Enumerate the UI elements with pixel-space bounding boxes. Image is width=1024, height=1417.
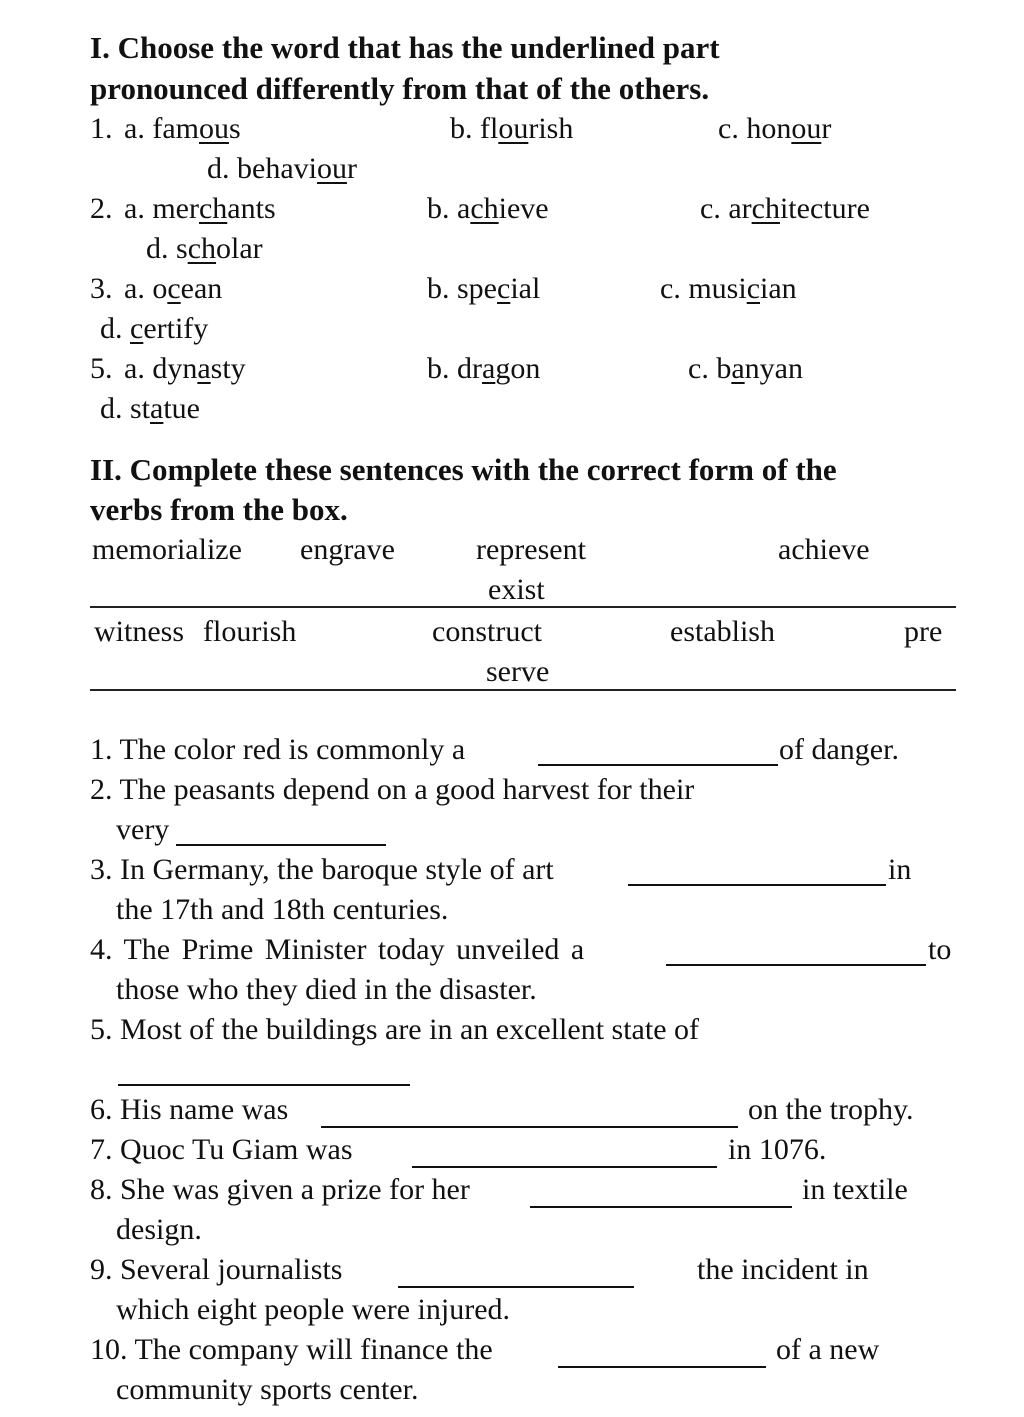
sentence-10: 10. The company will finance the — [90, 1333, 493, 1366]
box-word: achieve — [778, 533, 870, 566]
box-word: engrave — [300, 533, 395, 566]
sentence-10-cont: community sports center. — [116, 1373, 419, 1406]
q1-option-a: a. famous — [124, 112, 241, 145]
answer-blank-1[interactable] — [538, 764, 778, 766]
box-word: establish — [670, 615, 775, 648]
q2-option-d: d. scholar — [146, 232, 263, 265]
q1-option-c: c. honour — [718, 112, 832, 145]
answer-blank-2[interactable] — [176, 844, 386, 846]
sentence-3-cont: the 17th and 18th centuries. — [116, 893, 449, 926]
sentence-10-after: of a new — [776, 1333, 880, 1366]
box-word: construct — [432, 615, 542, 648]
sentence-1-after: of danger. — [779, 733, 899, 766]
sentence-2-cont: very — [116, 813, 170, 846]
q2-option-a: a. merchants — [124, 192, 276, 225]
sentence-6: 6. His name was — [90, 1093, 289, 1126]
sentence-5: 5. Most of the buildings are in an excellent state of — [90, 1013, 700, 1046]
q5-option-d: d. statue — [100, 392, 200, 425]
sentence-9-after: the incident in — [697, 1253, 869, 1286]
answer-blank-9[interactable] — [398, 1286, 634, 1288]
sentence-7: 7. Quoc Tu Giam was — [90, 1133, 353, 1166]
sentence-3: 3. In Germany, the baroque style of art — [90, 853, 554, 886]
box-word: witness — [94, 615, 184, 648]
q1-option-b: b. flourish — [450, 112, 574, 145]
sentence-8: 8. She was given a prize for her — [90, 1173, 470, 1206]
q5-number: 5. — [90, 352, 113, 385]
q3-option-a: a. ocean — [124, 272, 223, 305]
sentence-3-after: in — [888, 853, 912, 886]
sentence-4-after: to — [928, 933, 952, 966]
q2-option-c: c. architecture — [700, 192, 870, 225]
sentence-4: 4. The Prime Minister today unveiled a — [90, 933, 585, 966]
section2-heading-line1: II. Complete these sentences with the correct form of the — [90, 452, 837, 487]
answer-blank-5[interactable] — [118, 1084, 410, 1086]
sentence-8-cont: design. — [116, 1213, 202, 1246]
q1-number: 1. — [90, 112, 113, 145]
box-word: flourish — [203, 615, 297, 648]
box-word: pre — [904, 615, 943, 648]
q5-option-c: c. banyan — [688, 352, 803, 385]
answer-blank-7[interactable] — [412, 1166, 717, 1168]
section2-heading-line2: verbs from the box. — [90, 492, 348, 527]
q5-option-a: a. dynasty — [124, 352, 246, 385]
q3-option-d: d. certify — [100, 312, 209, 345]
section1-heading-line1: I. Choose the word that has the underlined part — [90, 30, 720, 65]
q2-option-b: b. achieve — [427, 192, 549, 225]
box-word: memorialize — [92, 533, 242, 566]
box-divider — [90, 606, 956, 608]
sentence-6-after: on the trophy. — [748, 1093, 914, 1126]
answer-blank-6[interactable] — [321, 1126, 738, 1128]
answer-blank-8[interactable] — [530, 1206, 792, 1208]
box-word: exist — [488, 573, 545, 606]
box-word: represent — [476, 533, 586, 566]
answer-blank-10[interactable] — [558, 1366, 766, 1368]
box-divider — [90, 689, 956, 691]
q3-option-c: c. musician — [660, 272, 797, 305]
answer-blank-3[interactable] — [628, 884, 886, 886]
sentence-2: 2. The peasants depend on a good harvest for their — [90, 773, 695, 806]
sentence-9-cont: which eight people were injured. — [116, 1293, 511, 1326]
sentence-4-cont: those who they died in the disaster. — [116, 973, 537, 1006]
answer-blank-4[interactable] — [666, 964, 926, 966]
q5-option-b: b. dragon — [427, 352, 541, 385]
sentence-1: 1. The color red is commonly a — [90, 733, 466, 766]
q3-option-b: b. special — [427, 272, 541, 305]
section1-heading-line2: pronounced differently from that of the others. — [90, 71, 710, 106]
q2-number: 2. — [90, 192, 113, 225]
sentence-8-after: in textile — [802, 1173, 908, 1206]
q3-number: 3. — [90, 272, 113, 305]
q1-option-d: d. behaviour — [207, 152, 357, 185]
sentence-7-after: in 1076. — [728, 1133, 827, 1166]
box-word: serve — [486, 655, 550, 688]
sentence-9: 9. Several journalists — [90, 1253, 343, 1286]
